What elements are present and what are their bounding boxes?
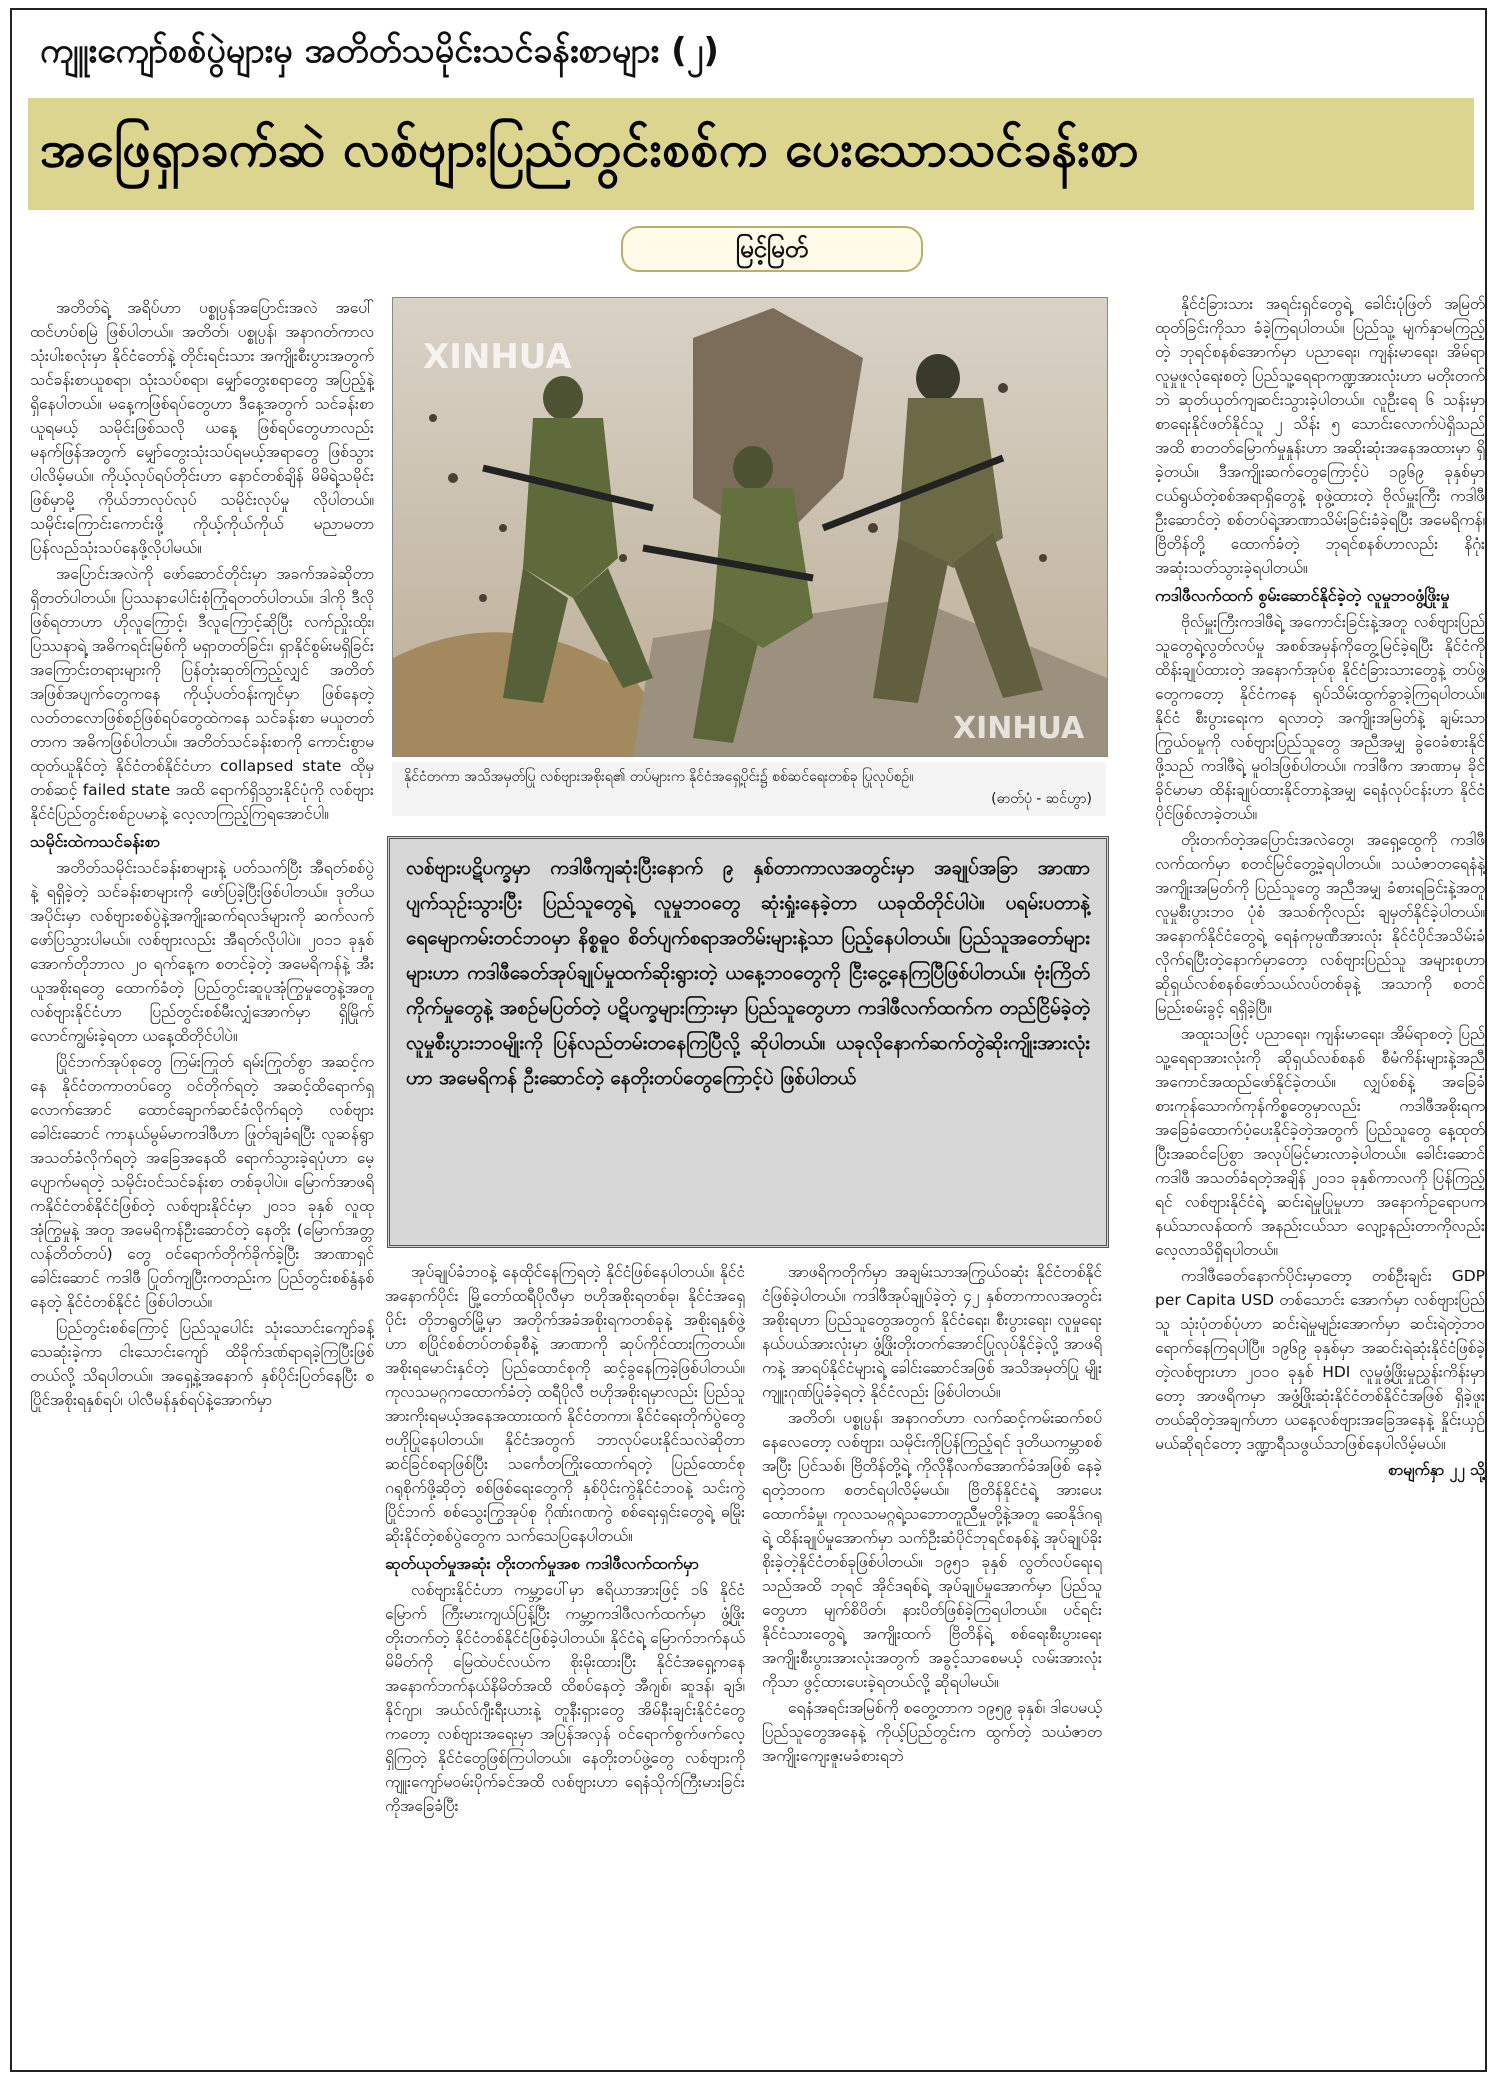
headline: အဖြေရှာခက်ဆဲ လစ်ဗျားပြည်တွင်းစစ်က ပေးသောသင်ခန်းစာ [40,120,1139,178]
continued-on-page: စာမျက်နှာ ၂၂ သို့ [1388,1461,1485,1479]
series-kicker: ကျူးကျော်စစ်ပွဲများမှ အတိတ်သမိုင်းသင်ခန်းစာများ (၂) [40,31,719,71]
subheading: သမိုင်းထဲကသင်ခန်းစာ [30,832,160,851]
watermark-bottom: XINHUA [953,711,1085,746]
article-column-2 [385,1260,745,2068]
paragraph: တိုးတက်တဲ့အပြောင်းအလဲတွေ၊ အရှေ့ထွေကို ကဒါဖီလက်ထက်မှာ စတင်မြင်တွေ့ခဲ့ရပါတယ်။ သယံဇာတရေနံနဲ့ အကျိုးအမြတ်ကို ပြည်သူတွေ အညီအမျှ ခံစားရခြင်းနဲ့အတူ လူမှုစီးပွားဘဝ ပုံစံ အသစ်ကိုလည်း ချမှတ်နိုင်ခဲ့ပါတယ်။ အနောက်နိုင်ငံတွေရဲ့ ရေနံကုမ္ပဏီအားလုံး နိုင်ငံပိုင်အသိမ်းခံလိုက်ရပြီးတဲ့နောက်မှာတော့ လစ်ဗျားပြည်သူ အများစုဟာ ဆိုရှယ်လစ်စနစ်ဖော်သယ်လပ်တစ်ခုနဲ့ အသာကို စတင်မြည်းစမ်းခွင့် ရရှိခဲ့ပြီ။ [1155,831,1485,1017]
photo-caption [392,762,1106,816]
photo-credit: (ဓာတ်ပုံ - ဆင်ဟွာ) [991,791,1092,807]
paragraph: အပြောင်းအလဲကို ဖော်ဆောင်တိုင်းမှာ အခက်အခဲဆိုတာ ရှိတတ်ပါတယ်။ ပြဿနာပေါင်းစုံကြုံရတတ်ပါတယ်။ ဒါကို ဒီလိုဖြစ်ရတာဟာ ဟိုလူကြောင့်၊ ဒီလူကြောင့်ဆိုပြီး လက်ညှိုးထိုး၊ ပြဿနာရဲ့ အဓိကရင်းမြစ်ကို မရှာတတ်ခြင်း၊ ရှာနိုင်စွမ်းမရှိခြင်း အကြောင်းတရားများကို ပြန်တုံးဆုတ်ကြည့်လျှင် အတိတ်အဖြစ်အပျက်တွေကနေ ကိုယ့်ပတ်ဝန်းကျင်မှာ ဖြစ်နေတဲ့ လတ်တလောဖြစ်စဉ်ဖြစ်ရပ်တွေထဲကနေ သင်ခန်းစာ မယူတတ်တာက အဓိကဖြစ်ပါတယ်။ အတိတ်သင်ခန်းစာကို ကောင်းစွာမထုတ်ယူနိုင်တဲ့ နိုင်ငံတစ်နိုင်ငံဟာ collapsed state ထိုမှတစ်ဆင့် failed state အထိ ရောက်ရှိသွားနိုင်ပုံကို လစ်ဗျားနိုင်ငံပြည်တွင်းစစ်ဥပမာနဲ့ လေ့လာကြည့်ကြရအောင်ပါ။ [30,565,374,823]
paragraph: ကဒါဖီခေတ်နောက်ပိုင်းမှာတော့ တစ်ဦးချင်း GDP per Capita USD တစ်သောင်း အောက်မှာ လစ်ဗျားပြည်သူ သုံးပုံတစ်ပုံဟာ ဆင်းရဲမှုမျဉ်းအောက်မှာ ဆင်းရဲတဲ့ဘဝ ရောက်နေကြရပါပြီ။ ၁၉၆၉ ခုနှစ်မှာ အဆင်းရဲဆုံးနိုင်ငံဖြစ်ခဲ့တဲ့လစ်ဗျားဟာ ၂၀၁၀ ခုနှစ် HDI လူမှုဖွံ့ဖြိုးမှုညွှန်းကိန်းမှာတော့ အာဖရိကမှာ အဖွံ့ဖြိုးဆုံးနိုင်ငံတစ်နိုင်ငံအဖြစ် ရှိခဲ့ဖူးတယ်ဆိုတဲ့အချက်ဟာ ယနေ့လစ်ဗျားအခြေအနေနဲ့ နှိုင်းယှဉ်မယ်ဆိုရင်တော့ ဒဏ္ဍာရီသဖွယ်သာဖြစ်နေပါလိမ့်မယ်။ [1155,1267,1485,1453]
paragraph: နိုင်ငံခြားသား အရင်းရှင်တွေရဲ့ ခေါင်းပုံဖြတ် အမြတ်ထုတ်ခြင်းကိုသာ ခံခဲ့ကြရပါတယ်။ ပြည်သူ့ မျက်နှာမကြည့်တဲ့ ဘုရင်စနစ်အောက်မှာ ပညာရေး၊ ကျန်းမာရေး၊ အိမ်ရာ လူမှုဖူလုံရေးစတဲ့ ပြည်သူ့ရေရာကဏ္ဍအားလုံးဟာ မတိုးတက်ဘဲ ဆုတ်ယုတ်ကျဆင်းသွားခဲ့ပါတယ်။ လူဦးရေ ၆ သန်းမှာ စာရေးနိုင်ဖတ်နိုင်သူ ၂ သိန်း ၅ သောင်းလောက်ပဲရှိသည်အထိ စာတတ်မြောက်မှုနှုန်းဟာ အဆိုးဆုံးအနေအထားမှာ ရှိခဲ့တယ်။ ဒီအကျိုးဆက်တွေကြောင့်ပဲ ၁၉၆၉ ခုနှစ်မှာ ငယ်ရွယ်တဲ့စစ်အရာရှိတွေနဲ့ စုဖွဲ့ထားတဲ့ ဗိုလ်မှူးကြီး ကဒါဖီ ဦးဆောင်တဲ့ စစ်တပ်ရဲ့အာဏာသိမ်းခြင်းခံခဲ့ရပြီး အမေရိကန်၊ ဗြိတိန်တို့ ထောက်ခံတဲ့ ဘုရင်စနစ်ဟာလည်း နိဂုံးအဆုံးသတ်သွားခဲ့ရပါတယ်။ [1155,295,1485,577]
paragraph: ရေနံအရင်းအမြစ်ကို စတွေ့တာက ၁၉၅၉ ခုနှစ်၊ ဒါပေမယ့် ပြည်သူတွေအနေနဲ့ ကိုယ့်ပြည်တွင်းက ထွက်တဲ့ သယံဇာတအကျိုးကျေးဇူးမခံစားရဘဲ [762,1699,1102,1765]
caption-text: နိုင်ငံတကာ အသိအမှတ်ပြု လစ်ဗျားအစိုးရ၏ တပ်များက နိုင်ငံအရှေ့ပိုင်း၌ စစ်ဆင်ရေးတစ်ခု ပြုလုပ်စဉ်။ [404,769,914,785]
subheading: ကဒါဖီလက်ထက် စွမ်းဆောင်နိုင်ခဲ့တဲ့ လူမှုဘဝဖွံ့ဖြိုးမှု [1155,586,1450,605]
article-column-3 [762,1260,1102,2068]
paragraph: ပြည်တွင်းစစ်ကြောင့် ပြည်သူပေါင်း သုံးသောင်းကျော်ခန့် သေဆုံးခဲ့ကာ ငါးသောင်းကျော် ထိခိုက်ဒဏ်ရာရခဲ့ကြပြီးဖြစ်တယ်လို့ သိရပါတယ်။ အရှေ့နဲ့အနောက် နှစ်ပိုင်းပြတ်နေပြီး စပြိုင်အစိုးရနှစ်ရပ်၊ ပါလီမန်နှစ်ရပ်နဲ့အောက်မှာ [30,1319,374,1409]
subheading: ဆုတ်ယုတ်မှုအဆုံး တိုးတက်မှုအစ ကဒါဖီလက်ထက်မှာ [385,1554,699,1573]
byline: မြင့်မြတ် [621,226,923,272]
soldiers-photo [392,297,1108,757]
paragraph: အတိတ်ရဲ့ အရိပ်ဟာ ပစ္စုပ္ပန်အပြောင်းအလဲ အပေါ် ထင်ဟပ်စမြဲ ဖြစ်ပါတယ်။ အတိတ်၊ ပစ္စုပ္ပန်၊ အနာဂတ်ကာလ သုံးပါးစလုံးမှာ နိုင်ငံတော်နဲ့ တိုင်းရင်းသား အကျိုးစီးပွားအတွက် သင်ခန်းစာယူစရာ၊ သုံးသပ်စရာ၊ မျှော်တွေးစရာတွေ အပြည့်နဲ့ ရှိနေပါတယ်။ မနေ့ကဖြစ်ရပ်တွေဟာ ဒီနေ့အတွက် သင်ခန်းစာယူရမယ့် သမိုင်းဖြစ်သလို ယနေ့ ဖြစ်ရပ်တွေဟာလည်း မနက်ဖြန်အတွက် မျှော်တွေးသုံးသပ်ရမယ့်အရာတွေ ဖြစ်သွားပါလိမ့်မယ်။ ကိုယ့်လုပ်ရပ်တိုင်းဟာ နောင်တစ်ချိန် မိမိရဲ့သမိုင်းဖြစ်မှာမို့ ကိုယ်ဘာလုပ်လုပ် သမိုင်းလုပ်မှု လိုပါတယ်။ သမိုင်းကြောင်းကောင်းဖို့ ကိုယ့်ကိုယ်ကိုယ် မညာမတာ ပြန်လည်သုံးသပ်နေဖို့လိုပါမယ်။ [30,299,374,557]
paragraph: အာဖရိကတိုက်မှာ အချမ်းသာအကြွယ်ဝဆုံး နိုင်ငံတစ်နိုင်ငံဖြစ်ခဲ့ပါတယ်။ ကဒါဖီအုပ်ချုပ်ခဲ့တဲ့ ၄၂ နှစ်တာကာလအတွင်း အစိုးရဟာ ပြည်သူတွေအတွက် နိုင်ငံရေး၊ စီးပွားရေး၊ လူမှုရေး နယ်ပယ်အားလုံးမှာ ဖွံ့ဖြိုးတိုးတက်အောင်ပြုလုပ်နိုင်ခဲ့လို့ အာဖရိကနဲ့ အာရပ်နိုင်ငံများရဲ့ ခေါင်းဆောင်အဖြစ် အသိအမှတ်ပြု မျိုးကျူးဂုဏ်ပြုခံခဲ့ရတဲ့ နိုင်ငံလည်း ဖြစ်ပါတယ်။ [762,1263,1102,1401]
watermark-top: XINHUA [423,337,572,377]
paragraph: လစ်ဗျားနိုင်ငံဟာ ကမ္ဘာ့ပေါ်မှာ ဧရိယာအားဖြင့် ၁၆ နိုင်ငံမြောက် ကြီးမားကျယ်ပြန့်ပြီး ကမ္ဘာ့ကဒါဖီလက်ထက်မှာ ဖွံ့ဖြိုးတိုးတက်တဲ့ နိုင်ငံတစ်နိုင်ငံဖြစ်ခဲ့ပါတယ်။ နိုင်ငံရဲ့ မြောက်ဘက်နယ်မိမိတ်ကို မြေထဲပင်လယ်က စိုးမိုးထားပြီး နိုင်ငံအရှေ့ကနေ အနောက်ဘက်နယ်နိမိတ်အထိ ထိစပ်နေတဲ့ အီဂျစ်၊ ဆူဒန်၊ ချဒ်၊ နိုင်ဂျာ၊ အယ်လ်ဂျီးရီးယားနဲ့ တူနီးရှားတွေ အိမ်နီးချင်းနိုင်ငံတွေကတော့ လစ်ဗျားအရေးမှာ အပြန်အလှန် ဝင်ရောက်စွက်ဖက်လေ့ရှိကြတဲ့ နိုင်ငံတွေဖြစ်ကြပါတယ်။ နေတိုးတပ်ဖွဲ့တွေ လစ်ဗျားကို ကျူးကျော်မဝမ်းပိုက်ခင်အထိ လစ်ဗျားဟာ ရေနံသိုက်ကြီးမားခြင်းကိုအခြေခံပြီး [385,1581,745,1815]
article-column-1 [30,296,374,2068]
paragraph: ပြိုင်ဘက်အုပ်စုတွေ ကြမ်းကြုတ် ရမ်းကြုတ်စွာ အဆင့်ကနေ နိုင်ငံတကာတပ်တွေ ဝင်တိုက်ရတဲ့ အဆင့်ထိရောက်ရှလောက်အောင် ထောင်ချောက်ဆင်ခံလိုက်ရတဲ့ လစ်ဗျားခေါင်းဆောင် ကာနယ်မွမ်မာကဒါဖီဟာ ဖြုတ်ချခံရပြီး လူဆန်ရွာ အသတ်ခံလိုက်ရတဲ့ အခြေအနေထိ ရောက်သွားခဲ့ရပုံဟာ မေ့ပျောက်မရတဲ့ သမိုင်းဝင်သင်ခန်းစာ တစ်ခုပါပဲ။ မြောက်အာဖရိကနိုင်ငံတစ်နိုင်ငံဖြစ်တဲ့ လစ်ဗျားနိုင်ငံမှာ ၂၀၁၁ ခုနှစ် လူထုအုံကြွမှုနဲ့ အတူ အမေရိကန်ဦးဆောင်တဲ့ နေတိုး (မြောက်အတ္တလန်တိတ်တပ်) တွေ ဝင်ရောက်တိုက်ခိုက်ခဲ့ပြီး အာဏာရှင်ခေါင်းဆောင် ကဒါဖီ ပြုတ်ကျပြီးကတည်းက ပြည်တွင်းစစ်နွံနစ်နေတဲ့ နိုင်ငံတစ်နိုင်ငံ ဖြစ်ပါတယ်။ [30,1053,374,1311]
article-column-4 [1155,292,1485,2070]
paragraph: အတိတ်၊ ပစ္စုပ္ပန်၊ အနာဂတ်ဟာ လက်ဆင့်ကမ်းဆက်စပ်နေလေတော့ လစ်ဗျား၊ သမိုင်းကိုပြန်ကြည့်ရင် ဒုတိယကမ္ဘာစစ်အပြီး ပြင်သစ်၊ ဗြိတိန်တို့ရဲ့ ကိုလိုနီလက်အောက်ခံအဖြစ် နေခဲ့ရတဲ့ဘဝက စတင်ရပါလိမ့်မယ်။ ဗြိတိန်နိုင်ငံရဲ့ အားပေးထောက်ခံမှု၊ ကုလသမဂ္ဂရဲ့သဘောတူညီမှုတို့နဲ့အတူ ဆေနိုဒ်ဂရုရဲ့ ထိန်းချုပ်မှုအောက်မှာ သက်ဦးဆံပိုင်ဘုရင်စနစ်နဲ့ အုပ်ချုပ်ခိုးစိုးခဲ့တဲ့နိုင်ငံတစ်ခုဖြစ်ပါတယ်။ ၁၉၅၁ ခုနှစ် လွတ်လပ်ရေးရသည်အထိ ဘုရင် အိုင်ဒရစ်ရဲ့ အုပ်ချုပ်မှုအောက်မှာ ပြည်သူတွေဟာ မျက်စိပိတ်၊ နားပိတ်ဖြစ်ခဲ့ကြရပါတယ်။ ပင်ရင်းနိုင်ငံသားတွေရဲ့ အကျိုးထက် ဗြိတိန်ရဲ့ စစ်ရေးစီးပွားရေး အကျိုးစီးပွားအားလုံးအတွက် အခွင့်သာစေမယ့် လမ်းအားလုံးကိုသာ ဖွင့်ထားပေးခဲ့ရတယ်လို့ ဆိုရပါမယ်။ [762,1409,1102,1691]
pull-quote: လစ်ဗျားပဋိပက္ခမှာ ကဒါဖီကျဆုံးပြီးနောက် ၉ နှစ်တာကာလအတွင်းမှာ အချုပ်အခြာ အာဏာပျက်သုဉ်းသွားပြီး ပြည်သူတွေရဲ့ လူမှုဘဝတွေ ဆုံးရှုံးနေခဲ့တာ ယခုထိတိုင်ပါပဲ။ ပရမ်းပတာနဲ့ ရေမျောကမ်းတင်ဘဝမှာ နိစ္စဓူဝ စိတ်ပျက်စရာအတိမ်းများနဲ့သာ ပြည့်နေပါတယ်။ ပြည်သူအတော်များများဟာ ကဒါဖီခေတ်အုပ်ချုပ်မှုထက်ဆိုးရွားတဲ့ ယနေ့ဘဝတွေကို ငြီးငွေ့နေကြပြီဖြစ်ပါတယ်။ ဗုံးကြိတ်ကိုက်မှုတွေနဲ့ အစဉ်မပြတ်တဲ့ ပဋိပက္ခများကြားမှာ ပြည်သူတွေဟာ ကဒါဖီလက်ထက်က တည်ငြိမ်ခဲ့တဲ့ လူမှုစီးပွားဘဝမျိုးကို ပြန်လည်တမ်းတနေကြပြီလို့ ဆိုပါတယ်။ ယခုလိုနောက်ဆက်တွဲဆိုးကျိုးအားလုံးဟာ အမေရိကန် ဦးဆောင်တဲ့ နေတိုးတပ်တွေကြောင့်ပဲ ဖြစ်ပါတယ် [387,836,1109,1248]
paragraph: အတိတ်သမိုင်းသင်ခန်းစာများနဲ့ ပတ်သက်ပြီး အီရတ်စစ်ပွဲနဲ့ ရရှိခဲ့တဲ့ သင်ခန်းစာများကို ဖော်ပြခဲ့ပြီးဖြစ်ပါတယ်။ ဒုတိယအပိုင်းမှာ လစ်ဗျားစစ်ပွဲနဲ့အကျိုးဆက်ရလဒ်များကို ဆက်လက်ဖော်ပြသွားပါမယ်။ လစ်ဗျားလည်း အီရတ်လိုပါပဲ။ ၂၀၁၁ ခုနှစ် အောက်တိုဘာလ ၂၀ ရက်နေ့က စတင်ခဲ့တဲ့ အမေရိကန်နဲ့ အီးယူအစိုးရတွေ ထောက်ခံတဲ့ ပြည်တွင်းဆူပူအုံကြွမှုတွေနဲ့အတူ လစ်ဗျားနိုင်ငံဟာ ပြည်တွင်းစစ်မီးလျှံအောက်မှာ ရှိမြိုက်လောင်ကျွမ်းခဲ့ရတာ ယနေ့ထိတိုင်ပါပဲ။ [30,859,374,1045]
paragraph: အုပ်ချုပ်ခံဘဝနဲ့ နေထိုင်နေကြရတဲ့ နိုင်ငံဖြစ်နေပါတယ်။ နိုင်ငံအနောက်ပိုင်း မြို့တော်ထရီပိုလီမှာ ဗဟိုအစိုးရတစ်ခု၊ နိုင်ငံအရှေ့ပိုင်း တိုဘရွတ်မြို့မှာ အတိုက်အခံအစိုးရကတစ်ခုနဲ့ အစိုးရနှစ်ဖွဲ့ဟာ စပြိုင်စစ်တပ်တစ်ခုစီနဲ့ အာဏာကို ဆုပ်ကိုင်ထားကြတယ်။ အစိုးရမောင်းနှင်တဲ့ ပြည်ထောင်စုကို ဆင့်ခွနေကြခဲ့ဖြစ်ပါတယ်။ ကုလသမဂ္ဂကထောက်ခံတဲ့ ထရီပိုလီ ဗဟိုအစိုးရမှာလည်း ပြည်သူအားကိုးရမယ့်အနေအထားထက် နိုင်ငံတကာ၊ နိုင်ငံရေးတိုက်ပွဲတွေ ဗဟိုပြုနေပါတယ်။ နိုင်ငံအတွက် ဘာလုပ်ပေးနိုင်သလဲဆိုတာ ဆင်ခြင်စရာဖြစ်ပြီး သင်္ကေတကြိုးထောက်ရတဲ့ ပြည်ထောင်စု ဂရုစိုက်ဖို့ဆိုတဲ့ စစ်ဖြစ်ရေးတွေကို နှစ်ပိုင်းကွဲနိုင်ငံဘဝနဲ့ သင်းကွဲပြိုင်ဘက် စစ်သွေးကြွအုပ်စု ဂိုဏ်းဂဏကွဲ စစ်ရေးရှင်းတွေရဲ့ ဓမြိုးဆိုးနိုင်တဲ့စစ်ပွဲတွေက သက်သေပြနေပါတယ်။ [385,1263,745,1545]
paragraph: အထူးသဖြင့် ပညာရေး၊ ကျန်းမာရေး၊ အိမ်ရာစတဲ့ ပြည်သူ့ရေရာအားလုံးကို ဆိုရှယ်လစ်စနစ် စီမံကိန်းများနဲ့အညီ အကောင်အထည်ဖော်နိုင်ခဲ့တယ်။ လျှပ်စစ်နဲ့ အခြေခံစားကုန်သောက်ကုန်ကိစ္စတွေမှာလည်း ကဒါဖီအစိုးရက အခြေခံထောက်ပံ့ပေးနိုင်ခဲ့တဲ့အတွက် ပြည်သူတွေ နေ့ထုတ်ပြီးအဆင်ပြေစွာ အလုပ်မြင့်မားလာခဲ့ပါတယ်။ ခေါင်းဆောင် ကဒါဖီ အသတ်ခံရတဲ့အချိန် ၂၀၁၁ ခုနှစ်ကာလကို ပြန်ကြည့်ရင် လစ်ဗျားနိုင်ငံရဲ့ ဆင်းရဲမှုပြုမှုဟာ အနောက်ဥရောပက နယ်သာလန်ထက် အနည်းငယ်သာ လျော့နည်းတာကိုလည်း လေ့လာသိရှိရပါတယ်။ [1155,1025,1485,1259]
paragraph: ဗိုလ်မှူးကြီးကဒါဖီရဲ့ အကောင်းခြင်းနဲ့အတူ လစ်ဗျားပြည်သူတွေရဲ့လွတ်လပ်မှု အစစ်အမှန်ကိုတွေ့မြင်ခဲ့ရပြီး နိုင်ငံကို ထိန်းချုပ်ထားတဲ့ အနောက်အုပ်စု နိုင်ငံခြားသားတွေနဲ့ တပ်ဖွဲ့တွေကတော့ နိုင်ငံကနေ ရုပ်သိမ်းထွက်ခွာခဲ့ကြရပါတယ်။ နိုင်ငံ စီးပွားရေးက ရလာတဲ့ အကျိုးအမြတ်နဲ့ ချမ်းသာကြွယ်ဝမှုကို လစ်ဗျားပြည်သူတွေ အညီအမျှ ခွဲဝေခံစားနိုင်ဖို့သည် ကဒါဖီရဲ့ မူဝါဒဖြစ်ပါတယ်။ ကဒါဖီက အာဏာမှ ခိုင်ခိုင်မာမာ ထိန်းချုပ်ထားနိုင်တာနဲ့အမျှ ရေနံလုပ်ငန်းဟာ နိုင်ငံပိုင်ဖြစ်လာခဲ့တယ်။ [1155,613,1485,823]
